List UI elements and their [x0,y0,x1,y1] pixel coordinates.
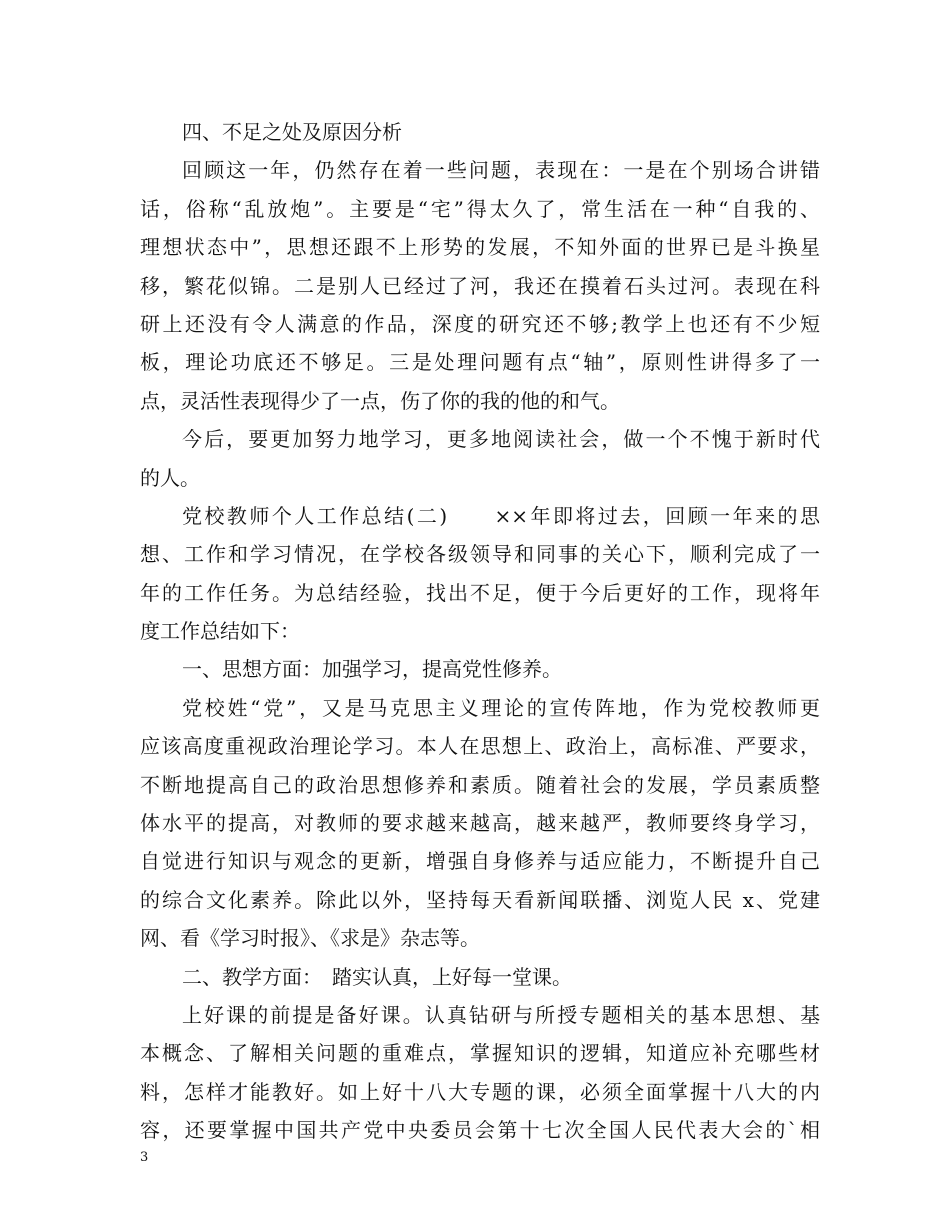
text-line: 的综合文化素养。除此以外，坚持每天看新闻联播、浏览人民 x、党建 [140,887,820,912]
text-line: 本概念、了解相关问题的重难点，掌握知识的逻辑，知道应补充哪些材 [140,1041,820,1066]
text-line: 四、不足之处及原因分析 [182,120,402,144]
text-line: 度工作总结如下： [140,619,300,644]
text-line: 应该高度重视政治理论学习。本人在思想上、政治上，高标准、严要求， [140,734,820,759]
text-line: 想、工作和学习情况，在学校各级领导和同事的关心下，顺利完成了一 [140,542,820,567]
text-line: 料，怎样才能教好。如上好十八大专题的课，必须全面掌握十八大的内 [140,1079,820,1104]
text-line: 二、教学方面： 踏实认真，上好每一堂课。 [182,964,572,989]
text-line: 点，灵活性表现得少了一点，伤了你的我的他的和气。 [140,388,620,413]
text-line: 年的工作任务。为总结经验，找出不足，便于今后更好的工作，现将年 [140,580,820,605]
text-line: 理想状态中”，思想还跟不上形势的发展，不知外面的世界已是斗换星 [140,235,820,260]
text-line: 的人。 [140,465,200,490]
text-line: 回顾这一年，仍然存在着一些问题，表现在：一是在个别场合讲错 [182,158,820,183]
text-line: 一、思想方面：加强学习，提高党性修养。 [182,657,562,682]
text-line: 板，理论功底还不够足。三是处理问题有点“轴”，原则性讲得多了一 [140,350,820,375]
text-line: 网、看《学习时报》、《求是》杂志等。 [140,926,480,951]
text-line: 容，还要掌握中国共产党中央委员会第十七次全国人民代表大会的`相 [140,1118,820,1143]
text-line: 不断地提高自己的政治思想修养和素质。随着社会的发展，学员素质整 [140,772,820,797]
text-line: 上好课的前提是备好课。认真钻研与所授专题相关的基本思想、基 [182,1002,820,1027]
text-line: 今后，要更加努力地学习，更多地阅读社会，做一个不愧于新时代 [182,427,820,452]
text-line: 移，繁花似锦。二是别人已经过了河，我还在摸着石头过河。表现在科 [140,273,820,298]
text-line: 党校教师个人工作总结(二) ××年即将过去，回顾一年来的思 [182,503,820,528]
text-line: 体水平的提高，对教师的要求越来越高，越来越严，教师要终身学习， [140,811,820,836]
page-number: 3 [140,1150,149,1165]
text-line: 研上还没有令人满意的作品，深度的研究还不够;教学上也还有不少短 [140,311,820,336]
document-body [140,113,820,1150]
text-line: 自觉进行知识与观念的更新，增强自身修养与适应能力，不断提升自己 [140,849,820,874]
text-line: 党校姓“党”，又是马克思主义理论的宣传阵地，作为党校教师更 [182,695,820,720]
text-line: 话，俗称“乱放炮”。主要是“宅”得太久了，常生活在一种“自我的、 [140,196,820,221]
